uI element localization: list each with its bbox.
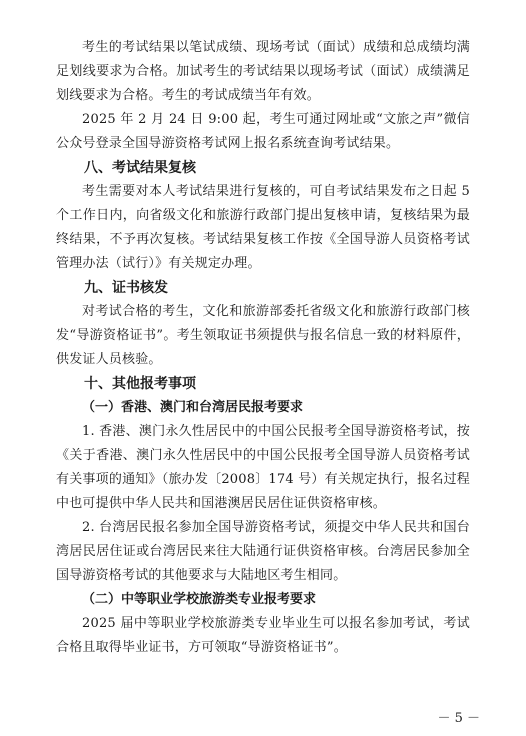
section-heading-other-matters: 十、其他报考事项: [84, 376, 196, 392]
section-heading-review: 八、考试结果复核: [84, 160, 196, 176]
paragraph-exam-result-criteria: 考生的考试结果以笔试成绩、现场考试（面试）成绩和总成绩均满足划线要求为合格。加试考生的考试结果以现场考试（面试）成绩满足划线要求为合格。考生的考试成绩当年有效。: [56, 40, 470, 103]
paragraph-certificate-issuance: 对考试合格的考生，文化和旅游部委托省级文化和旅游行政部门核发“导游资格证书”。考生领取证书须提供与报名信息一致的材料原件，供发证人员核验。: [56, 304, 470, 367]
paragraph-hk-macao-residents: 1. 香港、澳门永久性居民中的中国公民报考全国导游资格考试，按《关于香港、澳门永久性居民中的中国公民报考全国导游人员资格考试有关事项的通知》（旅办发〔2008〕174 号）有关规定执行，报名过程中也可提供中华人民共和国港澳居民居住证供资格审核。: [56, 424, 470, 511]
paragraph-review-process: 考生需要对本人考试结果进行复核的，可自考试结果发布之日起 5 个工作日内，向省级文化和旅游行政部门提出复核申请，复核结果为最终结果，不予再次复核。考试结果复核工作按《全国导游人员资格考试管理办法（试行）》有关规定办理。: [56, 184, 470, 271]
section-heading-certificate: 九、证书核发: [84, 280, 168, 296]
subheading-hk-macao-taiwan: （一）香港、澳门和台湾居民报考要求: [82, 400, 304, 415]
subheading-vocational-school: （二）中等职业学校旅游类专业报考要求: [82, 592, 317, 607]
document-body: [56, 36, 470, 660]
paragraph-taiwan-residents: 2. 台湾居民报名参加全国导游资格考试，须提交中华人民共和国台湾居民居住证或台湾居民来往大陆通行证供资格审核。台湾居民参加全国导游资格考试的其他要求与大陆地区考生相同。: [56, 520, 470, 583]
paragraph-result-query: 2025 年 2 月 24 日 9:00 起，考生可通过网址或“文旅之声”微信公众号登录全国导游资格考试网上报名系统查询考试结果。: [56, 112, 470, 151]
paragraph-vocational-graduates: 2025 届中等职业学校旅游类专业毕业生可以报名参加考试，考试合格且取得毕业证书，方可领取“导游资格证书”。: [56, 616, 470, 655]
page-number: － 5 －: [437, 711, 480, 726]
